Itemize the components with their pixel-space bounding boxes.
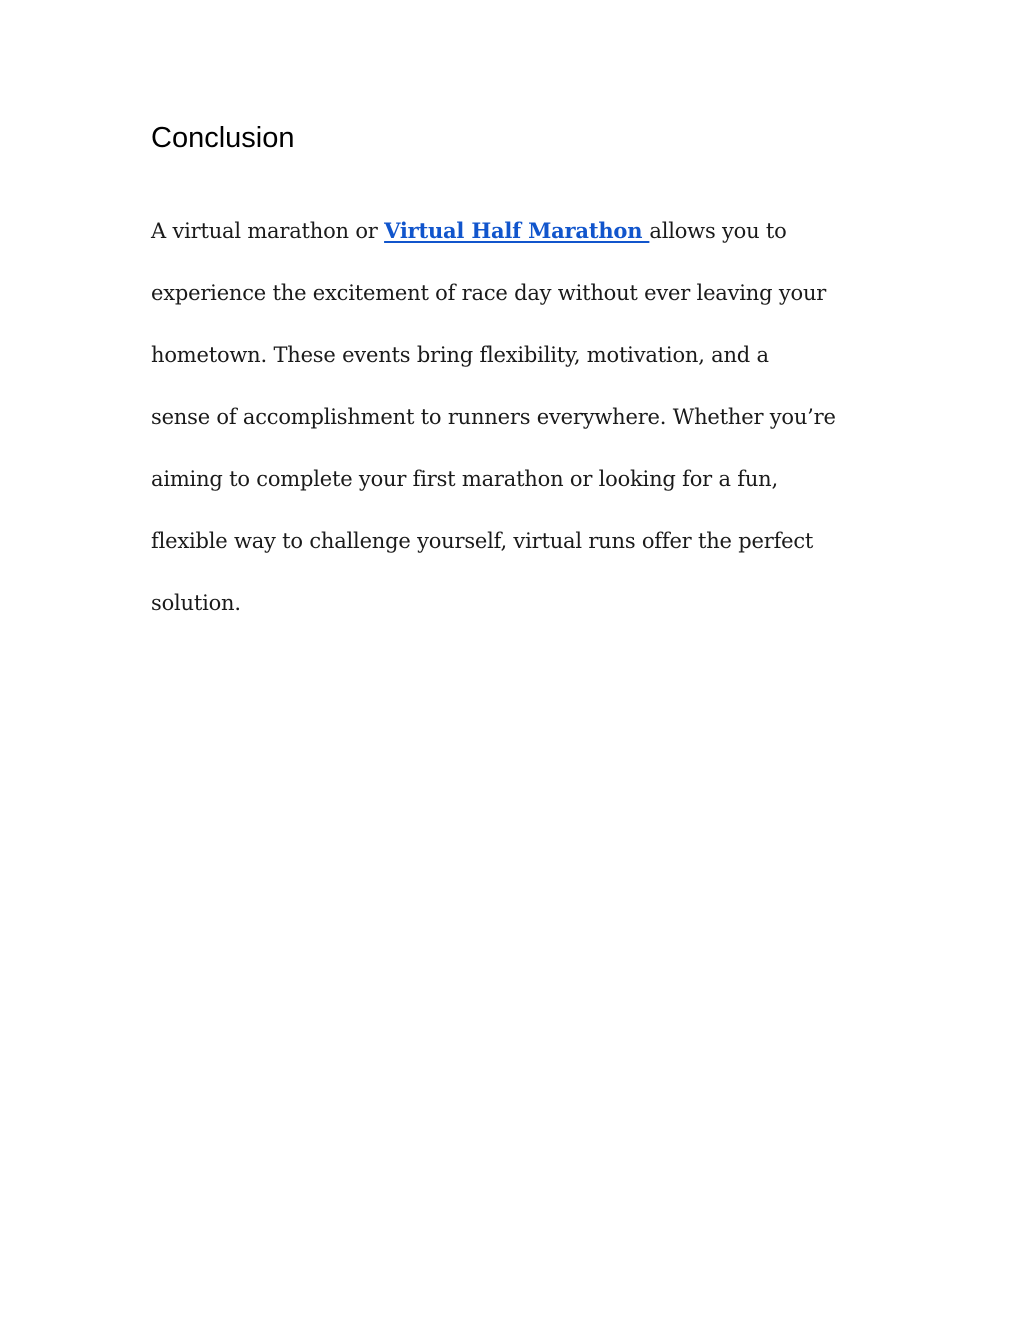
paragraph-line-7: solution.	[151, 591, 241, 615]
conclusion-paragraph	[151, 200, 891, 634]
section-heading: Conclusion	[151, 122, 295, 154]
paragraph-line-3: hometown. These events bring flexibility, motivation, and a	[151, 343, 769, 367]
virtual-half-marathon-link[interactable]: Virtual Half Marathon	[384, 218, 650, 243]
line-1-text-before-link: A virtual marathon or	[151, 219, 385, 243]
paragraph-line-1	[151, 200, 891, 262]
paragraph-line-6: flexible way to challenge yourself, virtual runs offer the perfect	[151, 529, 814, 553]
paragraph-line-5: aiming to complete your first marathon or looking for a fun,	[151, 467, 778, 491]
paragraph-line-2: experience the excitement of race day without ever leaving your	[151, 281, 827, 305]
line-1-text-after-link: allows you to	[649, 219, 787, 243]
paragraph-line-4: sense of accomplishment to runners everywhere. Whether you’re	[151, 405, 836, 429]
